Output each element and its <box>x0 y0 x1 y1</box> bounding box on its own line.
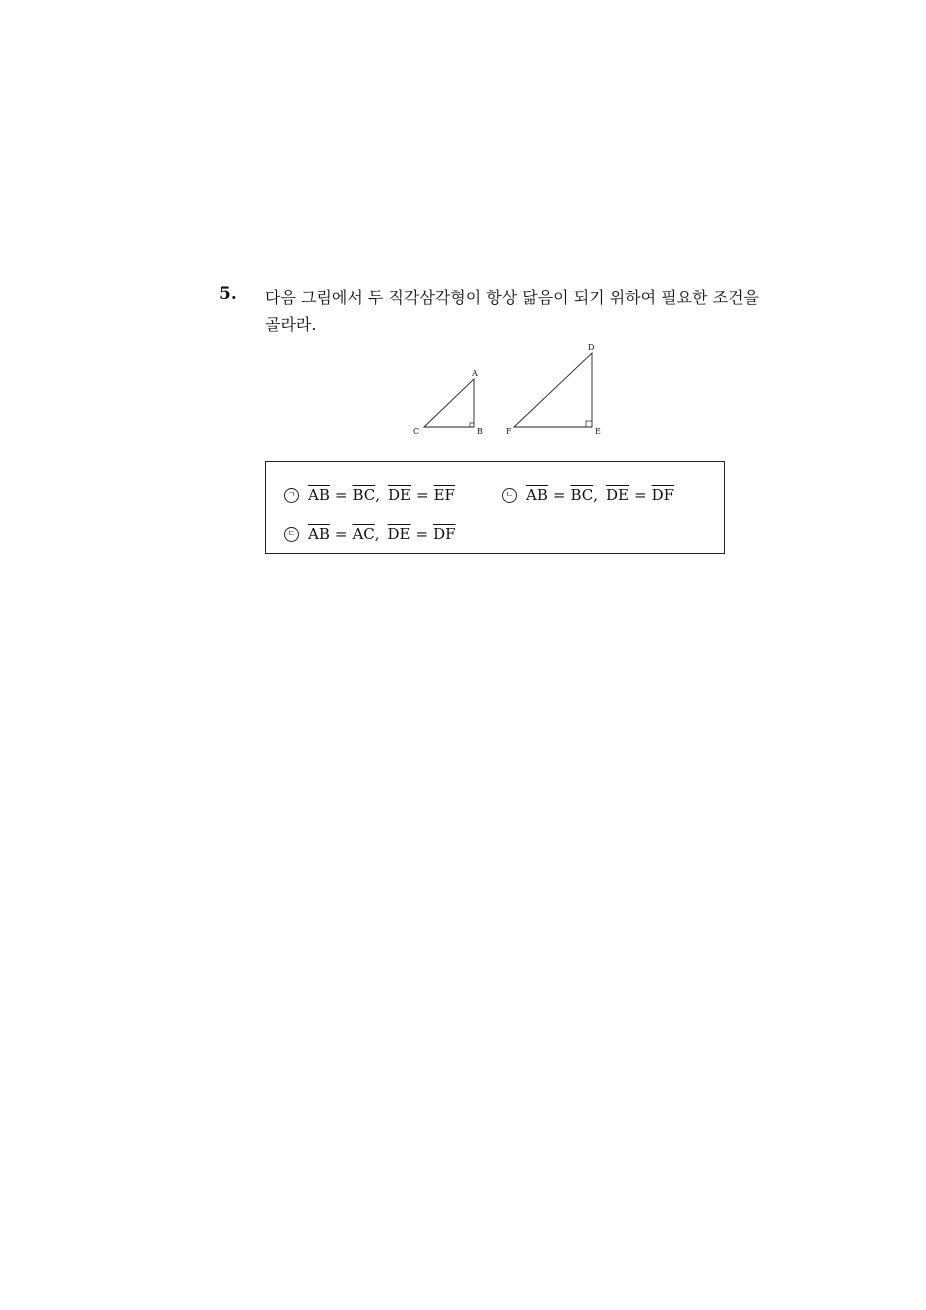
segment: $\overline{EF}$ <box>433 486 455 504</box>
segment: $\overline{DF}$ <box>433 525 456 543</box>
label-a: A <box>472 369 478 378</box>
problem-number: 5. <box>219 284 237 304</box>
option-marker: ㄱ <box>284 488 299 503</box>
segment: $\overline{AB}$ <box>308 486 330 504</box>
option-3 <box>284 525 456 543</box>
option-2 <box>502 486 674 504</box>
right-angle-mark-e <box>586 421 592 427</box>
segment: $\overline{AC}$ <box>352 525 375 543</box>
label-c: C <box>413 427 420 436</box>
large-right-triangle <box>506 343 601 436</box>
right-angle-mark-b <box>470 423 474 427</box>
segment: $\overline{AB}$ <box>308 525 330 543</box>
equals-sign: = <box>334 486 348 504</box>
segment: $\overline{BC}$ <box>570 486 594 504</box>
comma: , <box>374 525 380 543</box>
label-f: F <box>506 427 512 436</box>
triangle-abc-outline <box>424 379 474 427</box>
equals-sign: = <box>415 525 429 543</box>
option-marker: ㄴ <box>502 488 517 503</box>
segment: $\overline{DE}$ <box>387 525 411 543</box>
comma: , <box>593 486 598 504</box>
label-d: D <box>588 343 595 352</box>
label-b: B <box>477 427 483 436</box>
question-line-1: 다음 그림에서 두 직각삼각형이 항상 닮음이 되기 위하여 필요한 조건을 <box>265 288 759 307</box>
equals-sign: = <box>415 486 429 504</box>
equals-sign: = <box>334 525 348 543</box>
option-marker: ㄷ <box>284 527 299 542</box>
options-box <box>265 461 725 554</box>
segment: $\overline{DE}$ <box>606 486 629 504</box>
triangles-figure <box>400 336 620 440</box>
segment: $\overline{DF}$ <box>651 486 674 504</box>
segment: $\overline{DE}$ <box>388 486 411 504</box>
label-e: E <box>595 427 601 436</box>
question-text <box>265 284 765 338</box>
question-line-2: 골라라. <box>265 315 317 334</box>
comma: , <box>375 486 380 504</box>
equals-sign: = <box>552 486 566 504</box>
triangle-def-outline <box>514 353 592 427</box>
small-right-triangle <box>413 369 483 436</box>
segment: $\overline{AB}$ <box>526 486 548 504</box>
equals-sign: = <box>633 486 647 504</box>
option-1 <box>284 486 455 504</box>
segment: $\overline{BC}$ <box>352 486 376 504</box>
